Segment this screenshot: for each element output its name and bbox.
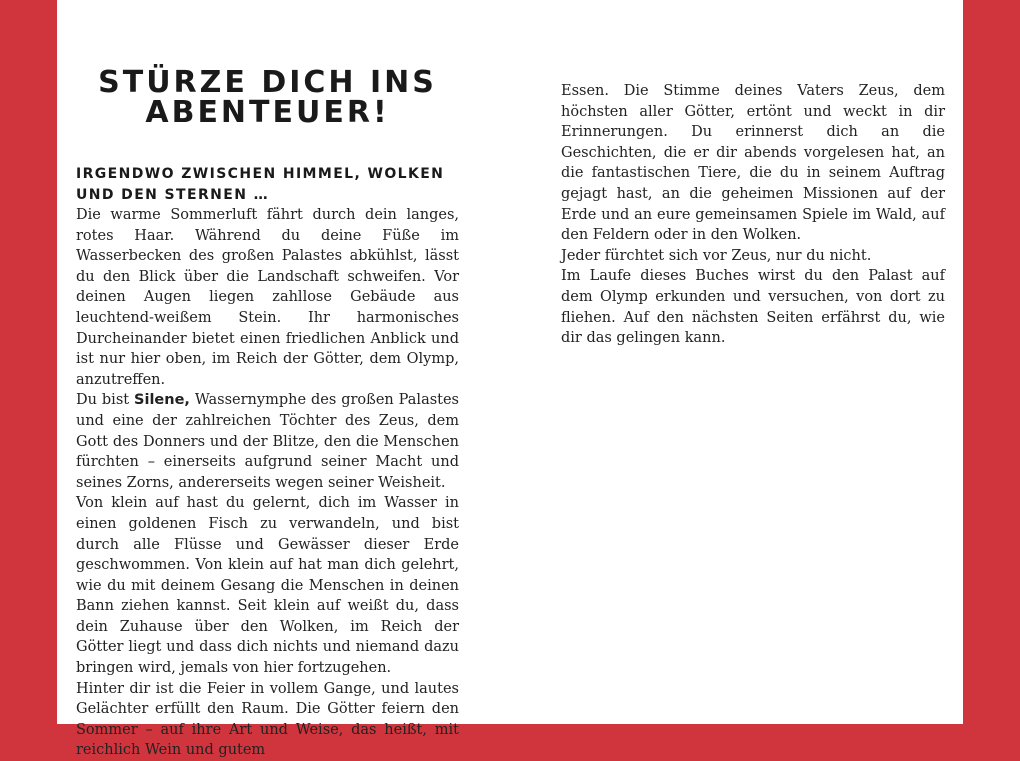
chapter-title-line-1: STÜRZE DICH INS bbox=[98, 65, 437, 100]
paragraph: Von klein auf hast du gelernt, dich im Wasser in einen goldenen Fisch zu verwandeln, und bist durch alle Flüsse und Gewässer dieser Erde geschwommen. Von klein auf hat man dich gelehrt, wie du mit deinem Gesang die Menschen in deinen Bann ziehen kannst. Seit klein auf weißt du, dass dein Zuhause über den Wolken, im Reich der Götter liegt und dass dich nichts und niemand dazu bringen wird, jemals von hier fortzugehen. bbox=[76, 495, 459, 677]
paragraph: Jeder fürchtet sich vor Zeus, nur du nicht. bbox=[561, 247, 872, 264]
character-name: Silene, bbox=[134, 392, 190, 409]
paragraph: Die warme Sommerluft fährt durch dein langes, rotes Haar. Während du deine Füße im Wasserbecken des großen Palastes abkühlst, lässt du den Blick über die Landschaft schweifen. Vor deinen Augen liegen zahllose Gebäude aus leuchtend-weißem Stein. Ihr harmonisches Durcheinander bietet einen friedlichen Anblick und ist nur hier oben, im Reich der Götter, dem Olymp, anzutreffen. bbox=[76, 207, 459, 388]
lead-heading bbox=[76, 164, 459, 206]
chapter-title bbox=[76, 65, 459, 130]
paragraph: Hinter dir ist die Feier in vollem Gange, und lautes Gelächter erfüllt den Raum. Die Götter feiern den Sommer – auf ihre Art und Weise, das heißt, mit reichlich Wein und gutem bbox=[76, 680, 459, 759]
lead-line-2: UND DEN STERNEN … bbox=[76, 187, 270, 203]
paragraph: Im Laufe dieses Buches wirst du den Palast auf dem Olymp erkunden und versuchen, von dort zu fliehen. Auf den nächsten Seiten erfährst du, wie dir das gelingen kann. bbox=[561, 268, 945, 347]
paragraph-start: Du bist bbox=[76, 392, 135, 409]
paragraph: Essen. Die Stimme deines Vaters Zeus, dem höchsten aller Götter, ertönt und weckt in dir Erinnerungen. Du erinnerst dich an die Geschichten, die er dir abends vorgelesen hat, an die fantastischen Tiere, die du in seinem Auftrag gejagt hast, an die geheimen Missionen auf der Erde und an eure gemeinsamen Spiele im Wald, auf den Feldern oder in den Wolken. bbox=[561, 83, 945, 244]
lead-line-1: IRGENDWO ZWISCHEN HIMMEL, WOLKEN bbox=[76, 166, 445, 182]
paragraph bbox=[76, 390, 459, 493]
book-page bbox=[57, 0, 963, 759]
chapter-title-line-2: ABENTEUER! bbox=[145, 95, 390, 130]
left-column-text bbox=[76, 205, 459, 761]
paragraph-rest: Wassernymphe des großen Palastes und eine der zahlreichen Töchter des Zeus, dem Gott des Donners und der Blitze, den die Menschen fürchten – einerseits aufgrund seiner Macht und seines Zorns, andererseits wegen seiner Weisheit. bbox=[76, 392, 459, 491]
right-column-text bbox=[561, 81, 945, 349]
